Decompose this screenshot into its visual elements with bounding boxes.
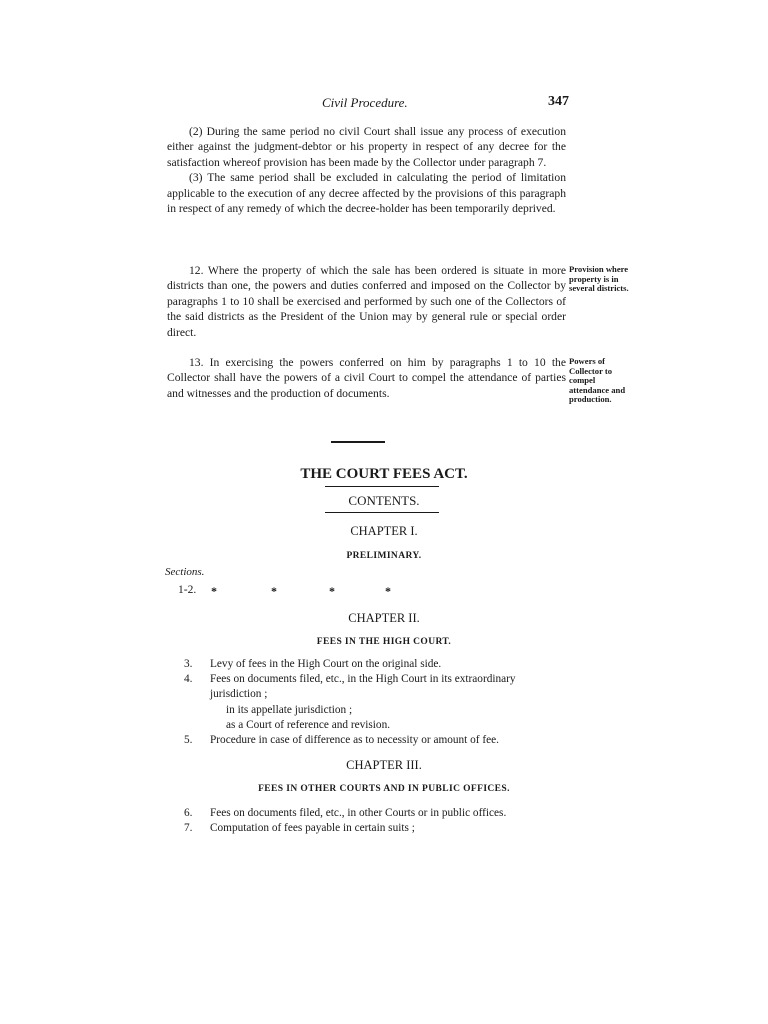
section-title: Fees on documents filed, etc., in the High Court in its extraordinary jurisdiction ; (210, 673, 516, 701)
running-header-title: Civil Procedure. (322, 95, 408, 110)
contents-heading: CONTENTS. (348, 493, 420, 508)
section-number: 6. (184, 807, 193, 819)
chapter-3-list (184, 806, 604, 836)
sections-1-2: 1-2. (178, 584, 197, 596)
paragraph-12-block (167, 263, 566, 340)
section-title: Computation of fees payable in certain suits ; (210, 822, 415, 835)
section-number: 7. (184, 822, 193, 835)
act-title: THE COURT FEES ACT. (300, 466, 468, 482)
list-item (184, 806, 604, 821)
list-item (184, 718, 604, 733)
section-subtitle: in its appellate jurisdiction ; (226, 703, 353, 716)
list-item (184, 821, 604, 836)
chapter-3-subtitle: FEES IN OTHER COURTS AND IN PUBLIC OFFICES. (258, 784, 510, 794)
page-number: 347 (548, 94, 569, 109)
section-number: 5. (184, 734, 193, 747)
list-item (184, 657, 604, 672)
paragraph-3: (3) The same period shall be excluded in calculating the period of limitation applicable to the execution of any decree affected by the provisions of this paragraph in respect of any remedy of which the decree-holder has been temporarily deprived. (167, 171, 566, 216)
list-item (184, 703, 604, 718)
section-title: Levy of fees in the High Court on the original side. (210, 658, 442, 670)
paragraph-13: 13. In exercising the powers conferred on him by paragraphs 1 to 10 the Collector shall have the powers of a civil Court to compel the attendance of parties and witnesses and the production of documents. (167, 356, 566, 400)
margin-note-13: Powers of Collector to compel attendance and production. (569, 356, 626, 405)
chapter-1-title: CHAPTER I. (350, 524, 418, 538)
omission-asterisk: * (385, 584, 391, 598)
omission-asterisk: * (211, 584, 217, 598)
paragraph-13-block (167, 355, 566, 401)
chapter-1-subtitle: PRELIMINARY. (346, 551, 422, 561)
margin-note-12: Provision where property is in several districts. (569, 264, 629, 294)
title-underline (325, 486, 439, 487)
paragraph-12: 12. Where the property of which the sale has been ordered is situate in more districts than one, the powers and duties conferred and imposed on the Collector by paragraphs 1 to 10 shall be exercised and performed by such one of the Collectors of the said districts as the President of the Union may by general rule or special order direct. (167, 264, 566, 339)
paragraph-2: (2) During the same period no civil Court shall issue any process of execution either against the judgment-debtor or his property in respect of any decree for the satisfaction whereof provision has been made by the Collector under paragraph 7. (167, 125, 566, 169)
omission-asterisk: * (271, 584, 277, 598)
list-item (184, 733, 604, 748)
section-divider (331, 441, 385, 443)
chapter-2-title: CHAPTER II. (348, 611, 420, 625)
chapter-3-title: CHAPTER III. (346, 758, 422, 772)
section-number: 4. (184, 673, 193, 686)
chapter-2-list (184, 657, 604, 748)
list-item (184, 672, 604, 702)
chapter-2-subtitle: FEES IN THE HIGH COURT. (316, 637, 452, 647)
paragraph-2-block (167, 124, 566, 216)
section-subtitle: as a Court of reference and revision. (226, 718, 391, 731)
section-title: Fees on documents filed, etc., in other Courts or in public offices. (210, 807, 507, 819)
sections-label: Sections. (165, 566, 205, 578)
section-title: Procedure in case of difference as to necessity or amount of fee. (210, 734, 499, 747)
section-number: 3. (184, 658, 193, 670)
omission-asterisk: * (329, 584, 335, 598)
contents-underline (325, 512, 439, 513)
